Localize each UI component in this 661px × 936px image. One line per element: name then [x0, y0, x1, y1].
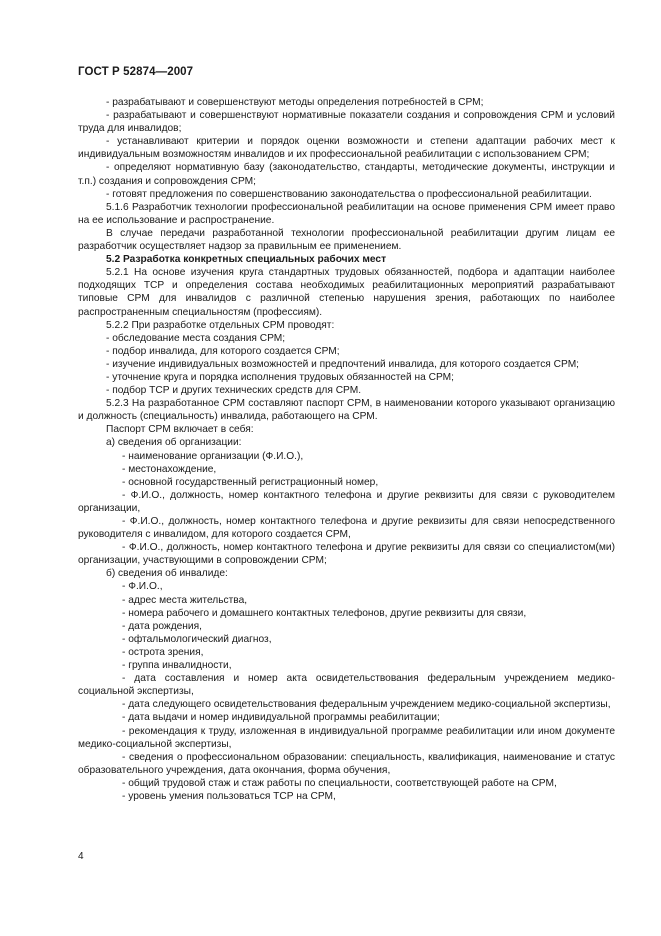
paragraph: - изучение индивидуальных возможностей и предпочтений инвалида, для которого создается СРМ;	[106, 358, 580, 370]
paragraph: - дата рождения,	[122, 620, 202, 632]
paragraph: - определяют нормативную базу (законодательство, стандарты, методические документы, инструкции и т.п.) создания и сопровождения СРМ;	[78, 162, 615, 187]
paragraph: - обследование места создания СРМ;	[106, 332, 286, 344]
paragraph: - готовят предложения по совершенствованию законодательства о профессиональной реабилитации.	[106, 188, 592, 200]
paragraph: - Ф.И.О.,	[122, 581, 163, 593]
paragraph: 5.2.2 При разработке отдельных СРМ проводят:	[106, 319, 335, 331]
paragraph: - номера рабочего и домашнего контактных телефонов, другие реквизиты для связи,	[122, 607, 527, 619]
paragraph: - местонахождение,	[122, 463, 217, 475]
paragraph: - Ф.И.О., должность, номер контактного телефона и другие реквизиты для связи с руководителем организации,	[78, 489, 615, 514]
paragraph: В случае передачи разработанной технологии профессиональной реабилитации другим лицам ее разработчик осуществляет надзор за правильным ее применением.	[78, 227, 615, 253]
paragraph: - уточнение круга и порядка исполнения трудовых обязанностей на СРМ;	[106, 371, 454, 383]
paragraph: - сведения о профессиональном образовании: специальность, квалификация, наименование и статус образовательного учреждения, дата окончания, форма обучения,	[78, 751, 615, 776]
paragraph: - дата следующего освидетельствования федеральным учреждением медико-социальной экспертизы,	[122, 699, 611, 711]
paragraph: 5.1.6 Разработчик технологии профессиональной реабилитации на основе применения СРМ имеет право на ее использование и распространение.	[78, 201, 615, 226]
paragraph: - Ф.И.О., должность, номер контактного телефона и другие реквизиты для связи со специалистом(ми) организации, участвующими в сопровождении СРМ;	[78, 542, 615, 567]
paragraph: - острота зрения,	[122, 646, 204, 658]
paragraph: - основной государственный регистрационный номер,	[122, 476, 379, 488]
paragraph: - группа инвалидности,	[122, 660, 232, 672]
paragraph: 5.2.3 На разработанное СРМ составляют паспорт СРМ, в наименовании которого указывают организацию и должность (специальность) инвалида, работающего на СРМ.	[78, 398, 615, 423]
paragraph: - дата составления и номер акта освидетельствования федеральным учреждением медико-социальной экспертизы,	[78, 673, 615, 698]
paragraph: - общий трудовой стаж и стаж работы по специальности, соответствующей работе на СРМ,	[122, 777, 557, 789]
paragraph: - офтальмологический диагноз,	[122, 633, 272, 645]
paragraph: - адрес места жительства,	[122, 594, 248, 606]
page-number: 4	[78, 851, 84, 862]
paragraph: - подбор ТСР и других технических средств для СРМ.	[106, 385, 362, 397]
paragraph: - наименование организации (Ф.И.О.),	[122, 450, 304, 462]
paragraph: б) сведения об инвалиде:	[106, 568, 228, 580]
paragraph: - рекомендация к труду, изложенная в индивидуальной программе реабилитации или ином документе медико-социальной экспертизы,	[78, 725, 615, 750]
paragraph: - Ф.И.О., должность, номер контактного телефона и другие реквизиты для связи непосредственного руководителя с инвалидом, для которого создается СРМ,	[78, 516, 615, 541]
paragraph: - подбор инвалида, для которого создается СРМ;	[106, 345, 340, 357]
paragraph: - уровень умения пользоваться ТСР на СРМ,	[122, 790, 336, 802]
paragraph: 5.2.1 На основе изучения круга стандартных трудовых обязанностей, подбора и адаптации наиболее подходящих ТСР и определения состава необходимых реабилитационных мероприятий разрабатывают типовые СРМ для инвалидов с различной степенью нарушения зрения, работающих по наиболее распространенным специальностям (профессиям).	[78, 267, 615, 318]
paragraph: а) сведения об организации:	[106, 437, 242, 449]
paragraph: - дата выдачи и номер индивидуальной программы реабилитации;	[122, 712, 440, 724]
document-header: ГОСТ Р 52874—2007	[78, 66, 194, 78]
paragraph: 5.2 Разработка конкретных специальных рабочих мест	[106, 254, 387, 266]
paragraph: Паспорт СРМ включает в себя:	[106, 424, 254, 436]
paragraph: - устанавливают критерии и порядок оценки возможности и степени адаптации рабочих мест к индивидуальным возможностям инвалидов и их профессиональной реабилитации с использованием СРМ;	[78, 136, 615, 161]
paragraph: - разрабатывают и совершенствуют нормативные показатели создания и сопровождения СРМ и условий труда для инвалидов;	[78, 110, 615, 135]
document-body	[78, 96, 615, 803]
paragraph: - разрабатывают и совершенствуют методы определения потребностей в СРМ;	[106, 97, 484, 108]
